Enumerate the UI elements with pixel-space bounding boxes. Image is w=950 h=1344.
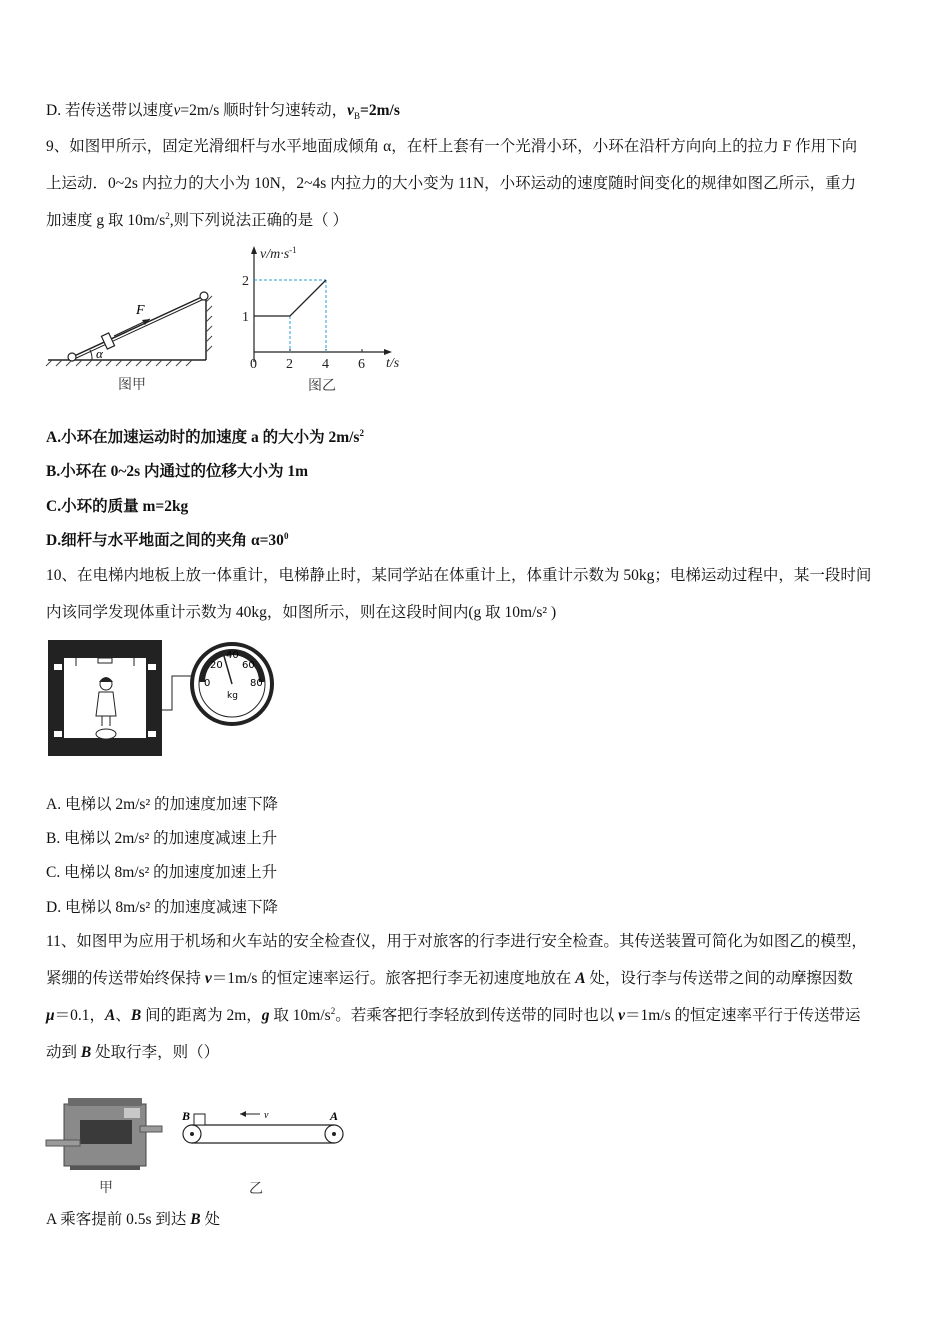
text: 加速度 g 取 10m/s xyxy=(46,212,166,229)
q9-option-c: C.小环的质量 m=2kg xyxy=(46,498,189,515)
x-tick-label: 6 xyxy=(358,357,365,372)
text: 。若乘客把行李轻放到传送带的同时也以 xyxy=(335,1007,619,1024)
q10-option-d: D. 电梯以 8m/s² 的加速度减速下降 xyxy=(46,899,278,916)
text: ,则下列说法正确的是（ ） xyxy=(169,212,349,229)
series-line xyxy=(254,280,326,316)
figure-caption-jia: 图甲 xyxy=(118,377,146,393)
angle-label: α xyxy=(96,346,103,361)
subscript: B xyxy=(354,111,361,122)
option-text: =2m/s 顺时针匀速转动， xyxy=(180,102,348,119)
y-axis-label-sup: -1 xyxy=(289,245,297,255)
var-b: B xyxy=(130,1007,142,1024)
x-tick-label: 2 xyxy=(286,357,293,372)
x-tick-label: 0 xyxy=(250,357,257,372)
q11-stem-line1: 11、如图甲为应用于机场和火车站的安全检查仪，用于对旅客的行李进行安全检查。其传送装置可简化为如图乙的模型， xyxy=(46,933,867,950)
text: ＝1m/s 的恒定速率平行于传送带运 xyxy=(624,1007,861,1024)
text: 处取行李，则（） xyxy=(91,1044,220,1061)
y-axis-label xyxy=(260,245,297,262)
option-text: A.小环在加速运动时的加速度 a 的大小为 2m/s xyxy=(46,429,360,446)
force-label: F xyxy=(136,303,145,318)
superscript: 2 xyxy=(330,1005,336,1016)
q10-stem-line2: 内该同学发现体重计示数为 40kg，如图所示，则在这段时间内(g 取 10m/s² ) xyxy=(46,604,557,621)
q9-option-b: B.小环在 0~2s 内通过的位移大小为 1m xyxy=(46,463,309,480)
text: 紧绷的传送带始终保持 xyxy=(46,970,205,987)
dial-tick-20: 20 xyxy=(210,660,223,671)
text: 动到 xyxy=(46,1044,81,1061)
dial-tick-80: 80 xyxy=(250,678,263,689)
text: ＝1m/s 的恒定速率运行。旅客把行李无初速度地放在 xyxy=(211,970,576,987)
dial-unit: kg xyxy=(227,691,238,701)
xray-scanner-image xyxy=(46,1098,162,1170)
q11-stem-line4 xyxy=(46,1043,219,1063)
scale-dial xyxy=(192,644,272,724)
text: 处，设行李与传送带之间的动摩擦因数 xyxy=(585,970,853,987)
figure-caption-yi: 乙 xyxy=(249,1181,263,1197)
text: 间的距离为 2m， xyxy=(141,1007,262,1024)
y-tick-label: 2 xyxy=(242,274,249,289)
text: 、 xyxy=(115,1007,131,1024)
q10-stem-line1: 10、在电梯内地板上放一体重计，电梯静止时，某同学站在体重计上，体重计示数为 50kg；电梯运动过程中，某一段时间 xyxy=(46,567,872,584)
var-v: v xyxy=(618,1007,625,1024)
text: ＝0.1， xyxy=(54,1007,106,1024)
q10-option-a: A. 电梯以 2m/s² 的加速度加速下降 xyxy=(46,796,278,813)
option-text: 处 xyxy=(200,1211,220,1228)
conveyor-belt-diagram xyxy=(183,1111,343,1143)
dial-tick-0: 0 xyxy=(204,678,211,689)
var-a: A xyxy=(105,1007,116,1024)
q11-figure xyxy=(44,1092,354,1202)
var-a: A xyxy=(575,970,586,987)
q9-vt-chart xyxy=(236,240,416,395)
superscript: 2 xyxy=(165,210,170,221)
dial-tick-60: 60 xyxy=(242,660,255,671)
x-tick-label: 4 xyxy=(322,357,329,372)
q8-option-d xyxy=(46,101,400,121)
option-text: D.细杆与水平地面之间的夹角 α=30 xyxy=(46,532,284,549)
superscript: 2 xyxy=(359,427,364,438)
q10-elevator-figure xyxy=(46,636,276,761)
option-text: =2m/s xyxy=(360,102,400,119)
var-v: v xyxy=(204,970,212,987)
q9-stem-line3 xyxy=(46,211,348,231)
var-b: B xyxy=(190,1211,201,1228)
option-text: 若传送带以速度 xyxy=(64,102,174,119)
var-g: g xyxy=(261,1007,270,1024)
q11-stem-line2 xyxy=(46,969,853,989)
var-mu: μ xyxy=(46,1007,55,1024)
y-axis-label-text: v/m·s xyxy=(260,247,290,262)
q9-stem-line2: 上运动．0~2s 内拉力的大小为 10N，2~4s 内拉力的大小变为 11N，小环运动的速度随时间变化的规律如图乙所示，重力 xyxy=(46,175,857,192)
point-a-label: A xyxy=(330,1109,339,1123)
q10-option-c: C. 电梯以 8m/s² 的加速度加速上升 xyxy=(46,864,278,881)
q9-option-a xyxy=(46,428,364,448)
figure-caption-jia: 甲 xyxy=(99,1180,113,1196)
figure-caption-yi: 图乙 xyxy=(308,378,336,394)
var-b: B xyxy=(80,1044,92,1061)
q11-option-a xyxy=(46,1210,220,1230)
q10-option-b: B. 电梯以 2m/s² 的加速度减速上升 xyxy=(46,830,278,847)
var-v: v xyxy=(173,102,181,119)
var-vb: v xyxy=(347,102,355,119)
text: 取 10m/s xyxy=(269,1007,331,1024)
q9-stem-line1: 9、如图甲所示，固定光滑细杆与水平地面成倾角 α，在杆上套有一个光滑小环，小环在沿杆方向向上的拉力 F 作用下向 xyxy=(46,138,858,155)
point-b-label: B xyxy=(182,1109,191,1123)
q9-figure-incline xyxy=(44,280,224,395)
option-label: D. xyxy=(46,102,62,119)
q11-stem-line3 xyxy=(46,1006,861,1026)
x-axis-label: t/s xyxy=(386,356,400,371)
superscript: 0 xyxy=(283,530,289,541)
option-text: A 乘客提前 0.5s 到达 xyxy=(46,1211,191,1228)
dial-tick-40: 40 xyxy=(226,650,239,661)
velocity-label: v xyxy=(264,1110,269,1121)
q9-option-d xyxy=(46,531,288,551)
y-tick-label: 1 xyxy=(242,310,249,325)
